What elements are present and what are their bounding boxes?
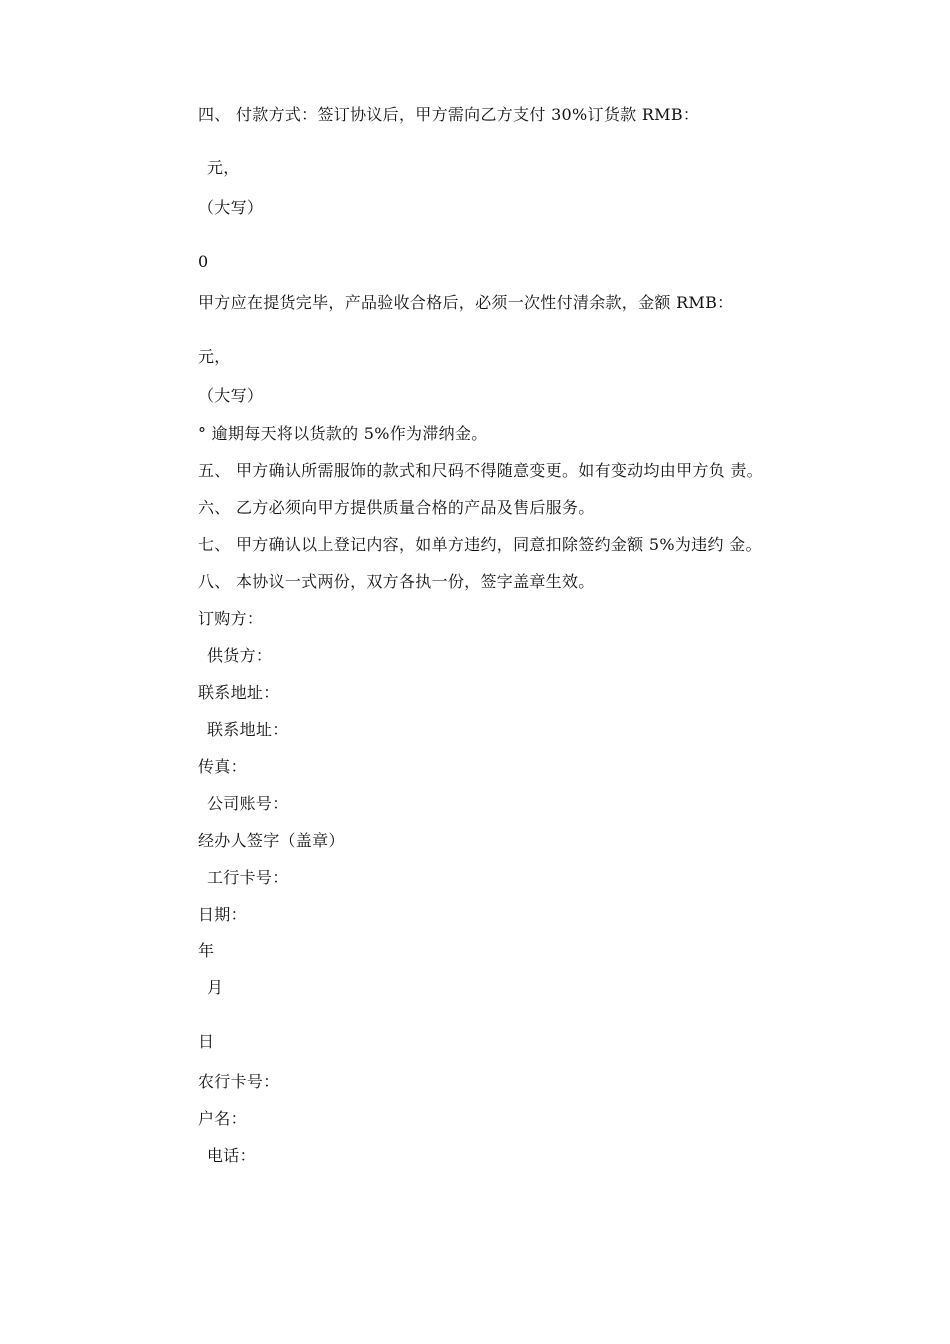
buyer-label: 订购方： <box>198 609 264 628</box>
abc-card-label: 农行卡号： <box>198 1072 280 1091</box>
balance-amount-capital: （大写） <box>198 386 264 405</box>
signer-signature-label: 经办人签字（盖章） <box>198 831 345 850</box>
icbc-card-label: 工行卡号： <box>207 868 289 887</box>
company-account-label: 公司账号： <box>207 794 289 813</box>
year-label: 年 <box>198 941 215 960</box>
clause-5-no-change: 五、 甲方确认所需服饰的款式和尺码不得随意变更。如有变动均由甲方负 责。 <box>198 461 763 480</box>
balance-amount-yuan: 元， <box>198 347 231 366</box>
balance-payment-text: 甲方应在提货完毕，产品验收合格后，必须一次性付清余款，金额 RMB： <box>198 293 734 312</box>
clause-4-payment-method: 四、 付款方式：签订协议后，甲方需向乙方支付 30%订货款 RMB： <box>198 105 700 124</box>
deposit-amount-yuan: 元， <box>207 158 240 177</box>
clause-8-copies: 八、 本协议一式两份，双方各执一份，签字盖章生效。 <box>198 572 595 591</box>
deposit-amount-capital: （大写） <box>198 198 264 217</box>
date-label: 日期： <box>198 905 247 924</box>
supplier-label: 供货方： <box>207 646 273 665</box>
month-label: 月 <box>207 978 224 997</box>
supplier-address-label: 联系地址： <box>207 720 289 739</box>
late-fee-text: ° 逾期每天将以货款的 5%作为滞纳金。 <box>198 424 488 443</box>
phone-label: 电话： <box>207 1146 256 1165</box>
clause-7-breach: 七、 甲方确认以上登记内容，如单方违约，同意扣除签约金额 5%为违约 金。 <box>198 535 762 554</box>
zero-mark: 0 <box>198 252 209 271</box>
fax-label: 传真： <box>198 757 247 776</box>
account-name-label: 户名： <box>198 1109 247 1128</box>
clause-6-quality: 六、 乙方必须向甲方提供质量合格的产品及售后服务。 <box>198 498 595 517</box>
buyer-address-label: 联系地址： <box>198 683 280 702</box>
day-label: 日 <box>198 1032 215 1051</box>
